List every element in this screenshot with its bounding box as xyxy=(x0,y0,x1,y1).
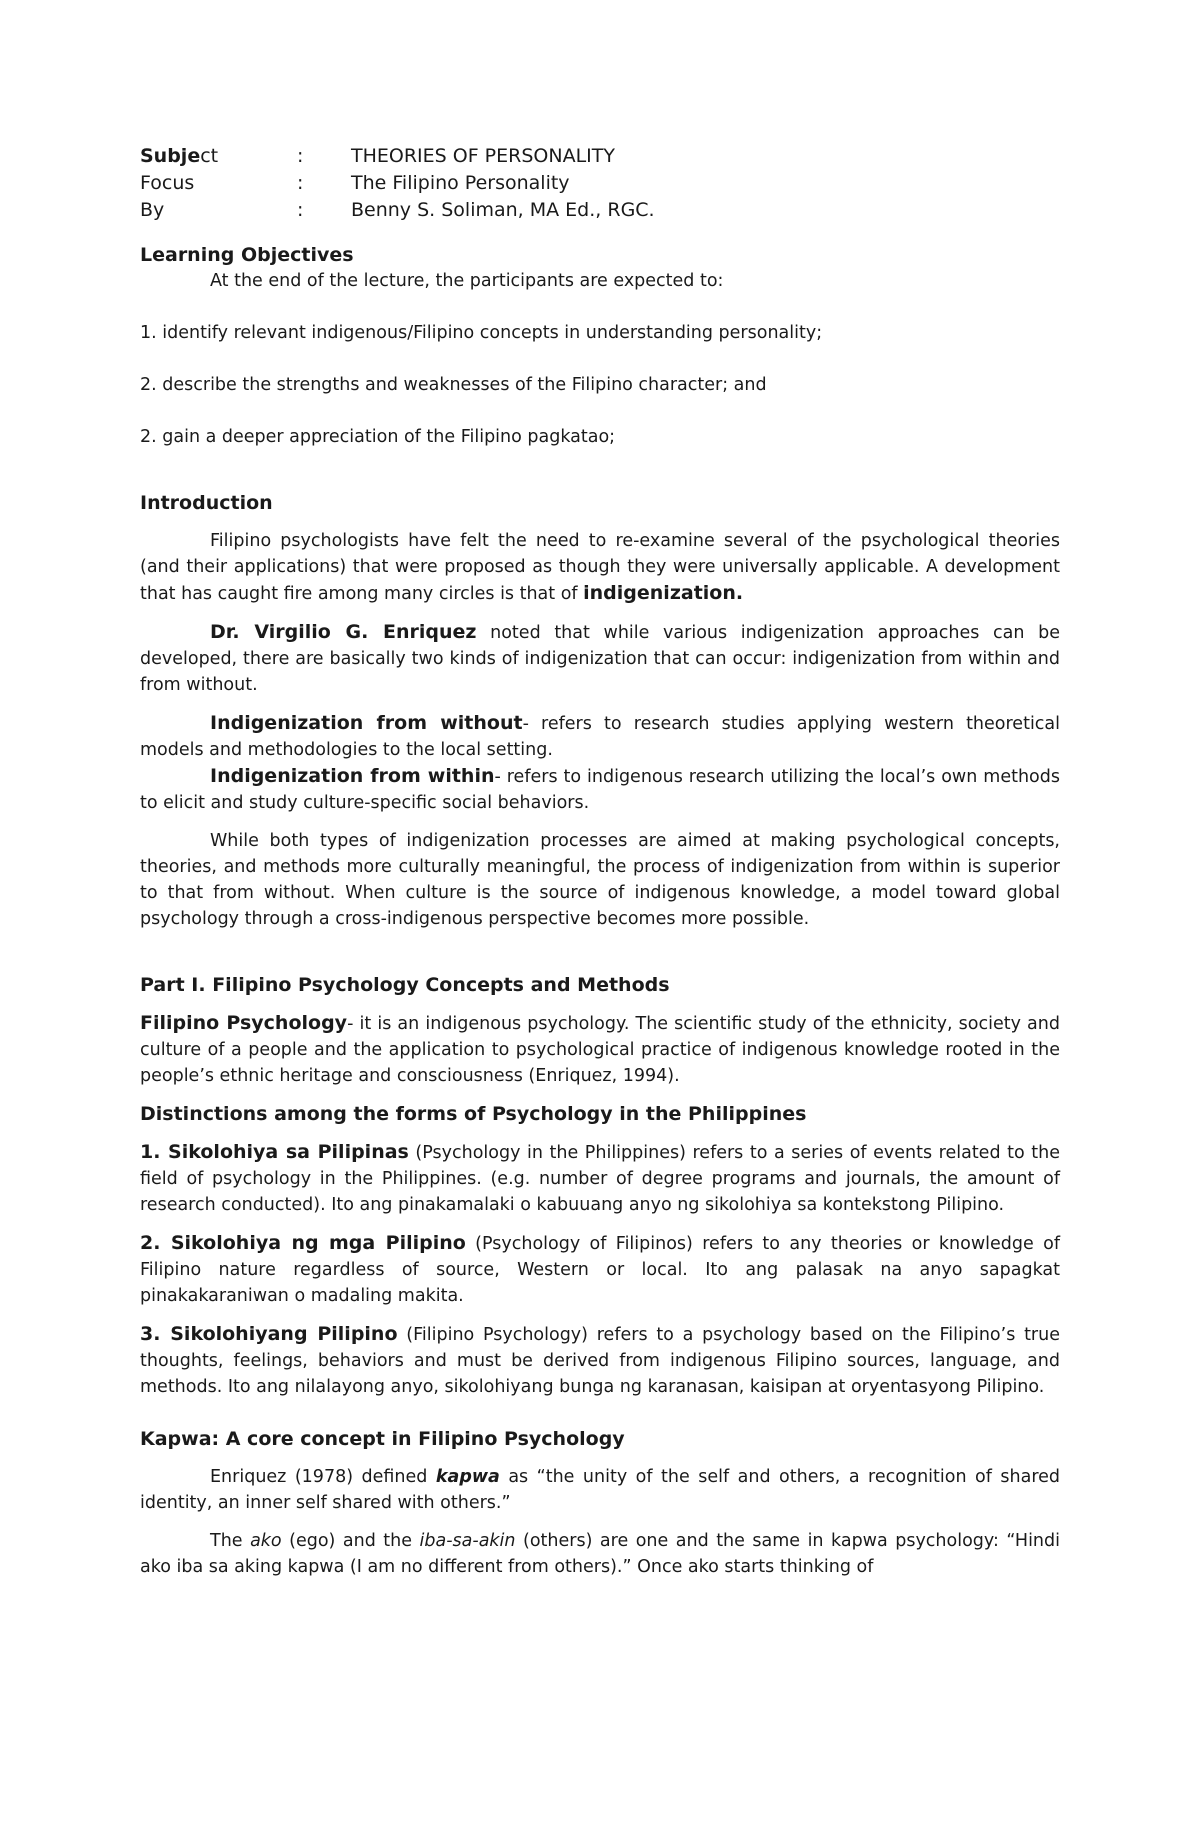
colon: : xyxy=(297,145,304,167)
subject-row xyxy=(140,143,1060,170)
by-value: Benny S. Soliman, MA Ed., RGC. xyxy=(351,199,655,221)
kapwa-paragraph-2: The ako (ego) and the iba-sa-akin (others) are one and the same in kapwa psychology: “Hindi ako iba sa aking kapwa (I am no different from others).” Once ako starts thinking of xyxy=(140,1531,1060,1577)
document-page xyxy=(140,143,1060,1580)
distinctions-heading: Distinctions among the forms of Psychology in the Philippines xyxy=(140,1103,807,1125)
introduction-heading: Introduction xyxy=(140,492,273,514)
colon: : xyxy=(297,199,304,221)
part1-heading: Part I. Filipino Psychology Concepts and Methods xyxy=(140,974,670,996)
subject-label: Subject xyxy=(140,145,219,167)
indigenization-from-without: Indigenization from without- refers to research studies applying western theoretical models and methodologies to the local setting. xyxy=(140,712,1061,760)
objectives-intro: At the end of the lecture, the participants are expected to: xyxy=(210,271,724,291)
by-row xyxy=(140,197,1060,224)
intro-paragraph-1: Filipino psychologists have felt the need to re-examine several of the psychological theories (and their applications) that were proposed as though they were universally applicable. A development that has caught fire among many circles is that of indigenization. xyxy=(140,531,1060,604)
objective-item: 1. identify relevant indigenous/Filipino concepts in understanding personality; xyxy=(140,323,823,343)
objectives-heading: Learning Objectives xyxy=(140,244,354,266)
colon: : xyxy=(297,172,304,194)
intro-paragraph-5: While both types of indigenization processes are aimed at making psychological concepts, theories, and methods more culturally meaningful, the process of indigenization from within is superior to that from without. When culture is the source of indigenous knowledge, a model toward global psychology through a cross-indigenous perspective becomes more possible. xyxy=(140,831,1060,929)
focus-row xyxy=(140,170,1060,197)
distinction-item-3: 3. Sikolohiyang Pilipino (Filipino Psychology) refers to a psychology based on the Filipino’s true thoughts, feelings, behaviors and must be derived from indigenous Filipino sources, language, and methods. Ito ang nilalayong anyo, sikolohiyang bunga ng karanasan, kaisipan at oryentasyong Pilipino. xyxy=(140,1323,1060,1397)
distinction-item-1: 1. Sikolohiya sa Pilipinas (Psychology in the Philippines) refers to a series of events related to the field of psychology in the Philippines. (e.g. number of degree programs and journals, the amount of research conducted). Ito ang pinakamalaki o kabuuang anyo ng sikolohiya sa kontekstong Pilipino. xyxy=(140,1141,1060,1215)
subject-value: THEORIES OF PERSONALITY xyxy=(351,145,615,167)
objective-item: 2. gain a deeper appreciation of the Filipino pagkatao; xyxy=(140,427,616,447)
distinction-item-2: 2. Sikolohiya ng mga Pilipino (Psychology of Filipinos) refers to any theories or knowledge of Filipino nature regardless of source, Western or local. Ito ang palasak na anyo sapagkat pinakakaraniwan o madaling makita. xyxy=(140,1232,1060,1306)
focus-value: The Filipino Personality xyxy=(351,172,570,194)
kapwa-heading: Kapwa: A core concept in Filipino Psychology xyxy=(140,1428,625,1450)
filipino-psychology-definition: Filipino Psychology- it is an indigenous psychology. The scientific study of the ethnicity, society and culture of a people and the application to psychological practice of indigenous knowledge rooted in the people’s ethnic heritage and consciousness (Enriquez, 1994). xyxy=(140,1012,1060,1086)
by-label: By xyxy=(140,199,165,221)
indigenization-from-within: Indigenization from within- refers to indigenous research utilizing the local’s own methods to elicit and study culture-specific social behaviors. xyxy=(140,765,1060,813)
focus-label: Focus xyxy=(140,172,195,194)
intro-paragraph-2: Dr. Virgilio G. Enriquez noted that while various indigenization approaches can be developed, there are basically two kinds of indigenization that can occur: indigenization from within and from without. xyxy=(140,621,1060,695)
kapwa-paragraph-1: Enriquez (1978) defined kapwa as “the unity of the self and others, a recognition of shared identity, an inner self shared with others.” xyxy=(140,1467,1061,1513)
objective-item: 2. describe the strengths and weaknesses of the Filipino character; and xyxy=(140,375,767,395)
